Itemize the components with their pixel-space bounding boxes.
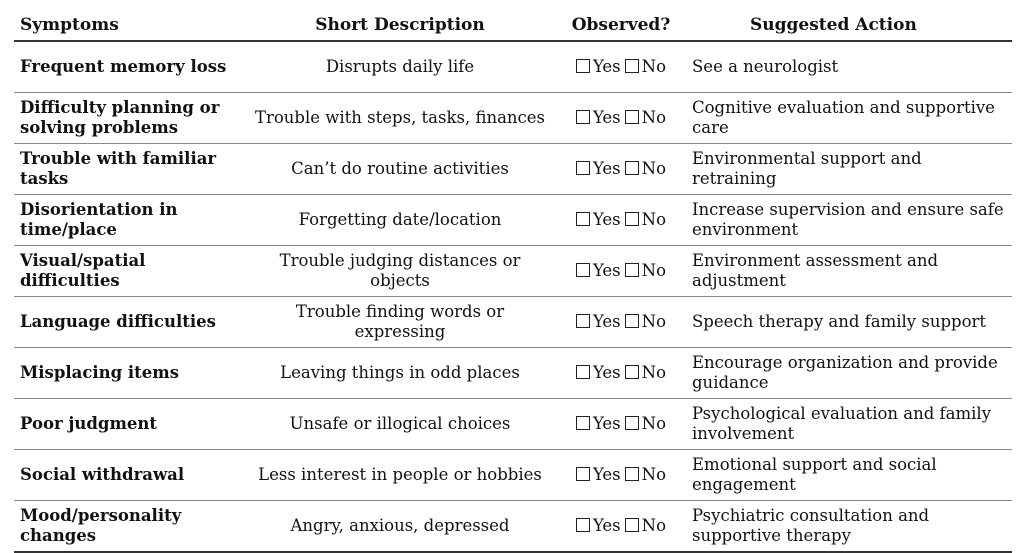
no-label: No bbox=[641, 210, 667, 229]
header-action: Suggested Action bbox=[686, 10, 1012, 41]
description-cell: Less interest in people or hobbies bbox=[244, 450, 556, 501]
no-label: No bbox=[641, 465, 667, 484]
description-cell: Unsafe or illogical choices bbox=[244, 399, 556, 450]
table-row bbox=[14, 348, 1012, 399]
yes-label: Yes bbox=[592, 261, 621, 280]
observed-cell bbox=[556, 399, 686, 450]
no-option[interactable] bbox=[625, 210, 666, 230]
observed-cell bbox=[556, 501, 686, 553]
description-cell: Disrupts daily life bbox=[244, 41, 556, 93]
table-body bbox=[14, 41, 1012, 552]
symptom-cell: Difficulty planning or solving problems bbox=[14, 93, 244, 144]
observed-cell bbox=[556, 93, 686, 144]
header-description: Short Description bbox=[244, 10, 556, 41]
table-row bbox=[14, 450, 1012, 501]
no-label: No bbox=[641, 159, 667, 178]
description-cell: Trouble with steps, tasks, finances bbox=[244, 93, 556, 144]
header-row bbox=[14, 10, 1012, 41]
no-option[interactable] bbox=[625, 465, 666, 485]
observed-cell bbox=[556, 450, 686, 501]
description-cell: Trouble finding words or expressing bbox=[244, 297, 556, 348]
table-row bbox=[14, 93, 1012, 144]
yes-option[interactable] bbox=[576, 108, 621, 128]
yes-label: Yes bbox=[592, 363, 621, 382]
action-cell: Psychiatric consultation and supportive therapy bbox=[686, 501, 1012, 553]
action-cell: Increase supervision and ensure safe environment bbox=[686, 195, 1012, 246]
yes-checkbox[interactable] bbox=[576, 467, 590, 481]
symptom-table bbox=[14, 10, 1012, 553]
yes-option[interactable] bbox=[576, 210, 621, 230]
yes-checkbox[interactable] bbox=[576, 110, 590, 124]
header-observed: Observed? bbox=[556, 10, 686, 41]
observed-cell bbox=[556, 195, 686, 246]
no-checkbox[interactable] bbox=[625, 110, 639, 124]
action-cell: Encourage organization and provide guidance bbox=[686, 348, 1012, 399]
table-row bbox=[14, 501, 1012, 553]
no-checkbox[interactable] bbox=[625, 212, 639, 226]
action-cell: Psychological evaluation and family involvement bbox=[686, 399, 1012, 450]
no-label: No bbox=[641, 363, 667, 382]
no-label: No bbox=[641, 108, 667, 127]
observed-cell bbox=[556, 348, 686, 399]
no-label: No bbox=[641, 516, 667, 535]
no-checkbox[interactable] bbox=[625, 518, 639, 532]
no-checkbox[interactable] bbox=[625, 467, 639, 481]
symptom-cell: Poor judgment bbox=[14, 399, 244, 450]
action-cell: Speech therapy and family support bbox=[686, 297, 1012, 348]
yes-option[interactable] bbox=[576, 363, 621, 383]
yes-option[interactable] bbox=[576, 516, 621, 536]
table-row bbox=[14, 195, 1012, 246]
no-checkbox[interactable] bbox=[625, 314, 639, 328]
no-label: No bbox=[641, 414, 667, 433]
yes-option[interactable] bbox=[576, 465, 621, 485]
no-label: No bbox=[641, 312, 667, 331]
yes-checkbox[interactable] bbox=[576, 212, 590, 226]
no-option[interactable] bbox=[625, 312, 666, 332]
yes-checkbox[interactable] bbox=[576, 416, 590, 430]
no-option[interactable] bbox=[625, 57, 666, 77]
yes-option[interactable] bbox=[576, 159, 621, 179]
yes-label: Yes bbox=[592, 210, 621, 229]
yes-option[interactable] bbox=[576, 261, 621, 281]
table-row bbox=[14, 41, 1012, 93]
symptom-cell: Language difficulties bbox=[14, 297, 244, 348]
no-option[interactable] bbox=[625, 108, 666, 128]
table-row bbox=[14, 297, 1012, 348]
yes-label: Yes bbox=[592, 465, 621, 484]
symptom-cell: Misplacing items bbox=[14, 348, 244, 399]
description-cell: Angry, anxious, depressed bbox=[244, 501, 556, 553]
yes-checkbox[interactable] bbox=[576, 518, 590, 532]
no-option[interactable] bbox=[625, 516, 666, 536]
action-cell: Environmental support and retraining bbox=[686, 144, 1012, 195]
yes-label: Yes bbox=[592, 159, 621, 178]
no-label: No bbox=[641, 57, 667, 76]
symptom-table-container bbox=[14, 10, 1012, 553]
yes-option[interactable] bbox=[576, 57, 621, 77]
action-cell: Environment assessment and adjustment bbox=[686, 246, 1012, 297]
description-cell: Leaving things in odd places bbox=[244, 348, 556, 399]
no-checkbox[interactable] bbox=[625, 263, 639, 277]
yes-option[interactable] bbox=[576, 312, 621, 332]
yes-label: Yes bbox=[592, 516, 621, 535]
table-header bbox=[14, 10, 1012, 41]
yes-label: Yes bbox=[592, 57, 621, 76]
action-cell: Cognitive evaluation and supportive care bbox=[686, 93, 1012, 144]
symptom-cell: Mood/personality changes bbox=[14, 501, 244, 553]
yes-option[interactable] bbox=[576, 414, 621, 434]
header-symptoms: Symptoms bbox=[14, 10, 244, 41]
no-checkbox[interactable] bbox=[625, 416, 639, 430]
observed-cell bbox=[556, 41, 686, 93]
observed-cell bbox=[556, 246, 686, 297]
description-cell: Can’t do routine activities bbox=[244, 144, 556, 195]
no-label: No bbox=[641, 261, 667, 280]
no-option[interactable] bbox=[625, 261, 666, 281]
symptom-cell: Frequent memory loss bbox=[14, 41, 244, 93]
symptom-cell: Trouble with familiar tasks bbox=[14, 144, 244, 195]
no-checkbox[interactable] bbox=[625, 365, 639, 379]
no-option[interactable] bbox=[625, 363, 666, 383]
table-row bbox=[14, 246, 1012, 297]
action-cell: See a neurologist bbox=[686, 41, 1012, 93]
yes-checkbox[interactable] bbox=[576, 161, 590, 175]
no-checkbox[interactable] bbox=[625, 59, 639, 73]
yes-checkbox[interactable] bbox=[576, 365, 590, 379]
yes-checkbox[interactable] bbox=[576, 59, 590, 73]
yes-label: Yes bbox=[592, 108, 621, 127]
no-option[interactable] bbox=[625, 414, 666, 434]
symptom-cell: Social withdrawal bbox=[14, 450, 244, 501]
description-cell: Forgetting date/location bbox=[244, 195, 556, 246]
table-row bbox=[14, 144, 1012, 195]
yes-label: Yes bbox=[592, 312, 621, 331]
symptom-cell: Disorientation in time/place bbox=[14, 195, 244, 246]
yes-label: Yes bbox=[592, 414, 621, 433]
no-option[interactable] bbox=[625, 159, 666, 179]
action-cell: Emotional support and social engagement bbox=[686, 450, 1012, 501]
yes-checkbox[interactable] bbox=[576, 263, 590, 277]
no-checkbox[interactable] bbox=[625, 161, 639, 175]
description-cell: Trouble judging distances or objects bbox=[244, 246, 556, 297]
yes-checkbox[interactable] bbox=[576, 314, 590, 328]
observed-cell bbox=[556, 144, 686, 195]
symptom-cell: Visual/spatial difficulties bbox=[14, 246, 244, 297]
observed-cell bbox=[556, 297, 686, 348]
table-row bbox=[14, 399, 1012, 450]
